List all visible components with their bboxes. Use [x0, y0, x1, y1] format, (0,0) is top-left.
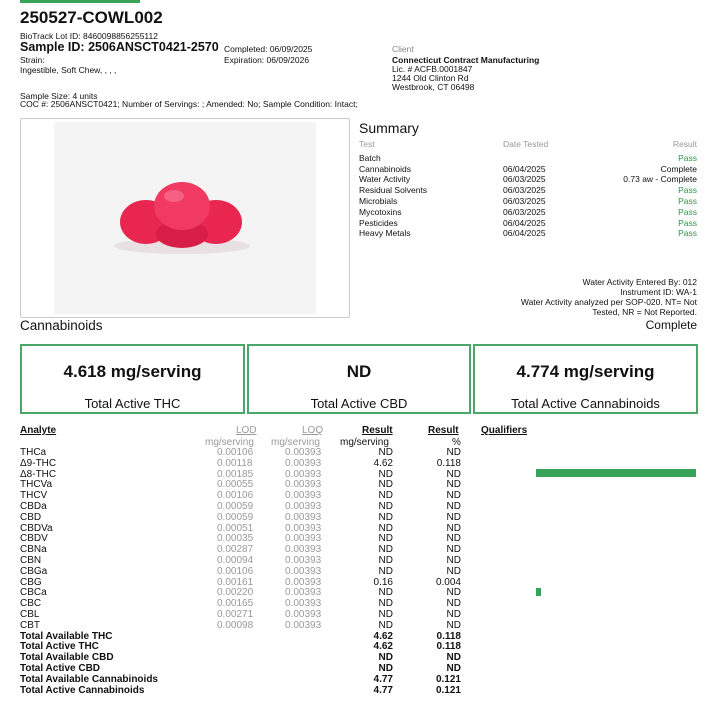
summary-table [359, 139, 697, 239]
client-license: Lic. # ACFB.0001847 [392, 64, 473, 74]
col-header-result-pct: Result [428, 425, 459, 436]
analyte-name: CBGa [20, 565, 48, 577]
summary-date: 06/04/2025 [503, 163, 546, 174]
analyte-name: THCV [20, 490, 48, 502]
analyte-name: CBDa [20, 500, 47, 512]
summary-date: 06/03/2025 [503, 206, 546, 217]
unit-lod: mg/serving [205, 437, 254, 448]
analyte-loq: 0.00393 [285, 500, 322, 512]
summary-header-result: Result [672, 139, 697, 149]
summary-title: Summary [359, 120, 419, 136]
analyte-loq: 0.00393 [285, 598, 322, 610]
analyte-result-mg: ND [378, 619, 393, 631]
summary-result: 0.73 aw - Complete [623, 174, 697, 185]
summary-test: Mycotoxins [359, 206, 402, 217]
water-activity-notes [521, 277, 697, 317]
analyte-result-mg: ND [378, 479, 393, 491]
client-address-1: 1244 Old Clinton Rd [392, 73, 469, 83]
total-thc-box [20, 344, 245, 414]
total-result-mg: ND [378, 662, 393, 674]
col-header-result-mg: Result [362, 425, 393, 436]
analyte-result-pct: ND [446, 511, 461, 523]
qualifier-bar [536, 588, 541, 596]
note-line: Instrument ID: WA-1 [620, 287, 697, 297]
client-address-2: Westbrook, CT 06498 [392, 82, 475, 92]
total-result-pct: ND [446, 662, 461, 674]
qualifier-bar [536, 469, 696, 477]
analyte-lod: 0.00094 [217, 554, 254, 566]
summary-result: Pass [678, 217, 697, 228]
summary-row [359, 185, 697, 196]
col-header-lod: LOD [236, 425, 257, 436]
analyte-result-mg: ND [378, 565, 393, 577]
analyte-lod: 0.00035 [217, 533, 254, 545]
analyte-loq: 0.00393 [285, 576, 322, 588]
analyte-lod: 0.00106 [217, 490, 254, 502]
biotrack-lot: BioTrack Lot ID: 8460098856255112 [20, 31, 158, 41]
summary-test: Residual Solvents [359, 185, 428, 196]
analyte-result-mg: ND [378, 554, 393, 566]
analyte-result-pct: ND [446, 522, 461, 534]
analyte-loq: 0.00393 [285, 619, 322, 631]
analyte-loq: 0.00393 [285, 522, 322, 534]
completed-date: Completed: 06/09/2025 [224, 44, 313, 54]
analyte-loq: 0.00393 [285, 544, 322, 556]
section-status: Complete [645, 318, 697, 332]
col-header-loq: LOQ [302, 425, 324, 436]
section-title: Cannabinoids [20, 318, 103, 333]
summary-result: Pass [678, 195, 697, 206]
gummy-image [54, 122, 316, 314]
total-name: Total Active CBD [20, 662, 101, 674]
summary-row [359, 174, 697, 185]
summary-result: Pass [678, 185, 697, 196]
analyte-lod: 0.00185 [217, 468, 254, 480]
note-line: Tested, NR = Not Reported. [592, 307, 697, 317]
analyte-lod: 0.00051 [217, 522, 254, 534]
lod-column [217, 448, 253, 632]
note-line: Water Activity Entered By: 012 [582, 277, 697, 287]
summary-row [359, 196, 697, 207]
analyte-name: CBG [20, 576, 42, 588]
analyte-name: CBNa [20, 544, 47, 556]
summary-date [503, 153, 603, 164]
analyte-result-pct: ND [446, 468, 461, 480]
analyte-result-mg: ND [378, 522, 393, 534]
unit-loq: mg/serving [271, 437, 320, 448]
analyte-result-mg: ND [378, 468, 393, 480]
analyte-result-pct: ND [446, 619, 461, 631]
analyte-loq: 0.00393 [285, 554, 322, 566]
analyte-lod: 0.00161 [217, 576, 254, 588]
analyte-lod: 0.00055 [217, 479, 254, 491]
summary-date: 06/03/2025 [503, 174, 546, 185]
total-name: Total Available CBD [20, 652, 114, 664]
total-result-mg: ND [378, 652, 393, 664]
summary-date: 06/04/2025 [503, 217, 546, 228]
analyte-loq: 0.00393 [285, 533, 322, 545]
summary-test: Pesticides [359, 217, 398, 228]
analyte-lod: 0.00271 [217, 608, 254, 620]
analyte-loq: 0.00393 [285, 587, 322, 599]
summary-test: Heavy Metals [359, 228, 411, 239]
total-result-mg: 4.77 [373, 684, 393, 696]
summary-result: Pass [678, 228, 697, 239]
analyte-result-mg: ND [378, 587, 393, 599]
summary-row [359, 153, 697, 164]
analyte-lod: 0.00165 [217, 598, 254, 610]
analyte-loq: 0.00393 [285, 608, 322, 620]
summary-row [359, 207, 697, 218]
analyte-name: CBT [20, 619, 40, 631]
analyte-result-mg: ND [378, 533, 393, 545]
analyte-result-mg: ND [378, 500, 393, 512]
client-label: Client [392, 44, 414, 54]
analyte-loq: 0.00393 [285, 468, 322, 480]
summary-test: Water Activity [359, 174, 411, 185]
analyte-name: CBL [20, 608, 40, 620]
analyte-result-pct: ND [446, 500, 461, 512]
analyte-name: CBDV [20, 533, 48, 545]
summary-result: Complete [660, 163, 697, 174]
analyte-lod: 0.00287 [217, 544, 254, 556]
report-title: 250527-COWL002 [20, 8, 163, 27]
analyte-name: CBN [20, 554, 42, 566]
analyte-result-pct: ND [446, 587, 461, 599]
analyte-column [20, 448, 158, 696]
result-pct-column [400, 448, 461, 696]
analyte-result-mg: ND [378, 608, 393, 620]
analyte-lod: 0.00106 [217, 447, 254, 458]
summary-row [359, 218, 697, 229]
total-result-pct: 0.118 [436, 641, 461, 653]
analyte-name: THCa [20, 447, 47, 458]
col-header-analyte: Analyte [20, 425, 57, 436]
analyte-result-pct: ND [446, 490, 461, 502]
analyte-result-mg: 4.62 [373, 457, 393, 469]
analyte-name: CBCa [20, 587, 47, 599]
total-result-mg: 4.62 [373, 630, 393, 642]
summary-test: Cannabinoids [359, 163, 411, 174]
product-photo-frame [20, 118, 350, 318]
sample-size: Sample Size: 4 units [20, 91, 98, 101]
analyte-name: CBD [20, 511, 42, 523]
sample-id: Sample ID: 2506ANSCT0421-2570 [20, 40, 219, 54]
analyte-result-pct: 0.118 [436, 457, 461, 469]
total-name: Total Active THC [20, 641, 99, 653]
analyte-result-pct: ND [446, 447, 461, 458]
analyte-result-pct: ND [446, 598, 461, 610]
analyte-result-mg: ND [378, 490, 393, 502]
col-header-qualifiers: Qualifiers [481, 425, 528, 436]
analyte-loq: 0.00393 [285, 511, 322, 523]
total-cannabinoids-box [473, 344, 698, 414]
analyte-loq: 0.00393 [285, 457, 322, 469]
box-value: 4.774 mg/serving [516, 362, 655, 381]
analyte-lod: 0.00118 [217, 457, 253, 469]
total-cbd-box [247, 344, 471, 414]
total-result-pct: ND [446, 652, 461, 664]
qualifiers-area [536, 448, 698, 708]
summary-date: 06/03/2025 [503, 195, 546, 206]
total-result-pct: 0.121 [435, 684, 461, 696]
box-label: Total Active Cannabinoids [511, 396, 660, 411]
analyte-lod: 0.00098 [217, 619, 254, 631]
analyte-result-mg: ND [378, 598, 393, 610]
analyte-lod: 0.00059 [217, 511, 254, 523]
matrix: Ingestible, Soft Chew, , , , [20, 65, 117, 75]
analyte-loq: 0.00393 [285, 447, 322, 458]
analyte-result-mg: ND [378, 511, 393, 523]
total-result-pct: 0.118 [436, 630, 461, 642]
analyte-result-pct: ND [446, 608, 461, 620]
analyte-lod: 0.00059 [217, 500, 254, 512]
result-mg-column [320, 448, 393, 696]
total-result-mg: 4.77 [373, 673, 393, 685]
box-value: 4.618 mg/serving [63, 362, 202, 381]
coc-line: COC #: 2506ANSCT0421; Number of Servings: ; Amended: No; Sample Condition: Intact; [20, 99, 358, 109]
analyte-lod: 0.00220 [217, 587, 254, 599]
analyte-name: THCVa [20, 479, 53, 491]
analyte-lod: 0.00106 [217, 565, 254, 577]
analyte-name: CBC [20, 598, 42, 610]
summary-date: 06/03/2025 [503, 185, 546, 196]
box-value: ND [346, 362, 372, 381]
product-photo [54, 122, 316, 314]
analyte-result-mg: 0.16 [373, 576, 393, 588]
box-label: Total Active THC [84, 396, 181, 411]
summary-test: Batch [359, 152, 381, 163]
analyte-loq: 0.00393 [285, 479, 322, 491]
summary-test: Microbials [359, 195, 398, 206]
summary-date: 06/04/2025 [503, 228, 546, 239]
summary-header-date: Date Tested [503, 139, 549, 149]
total-name: Total Available THC [20, 630, 113, 642]
analyte-name: Δ8-THC [20, 468, 57, 480]
summary-result: Pass [678, 152, 697, 163]
summary-result: Pass [678, 206, 697, 217]
total-name: Total Active Cannabinoids [20, 684, 145, 696]
loq-column [285, 448, 321, 632]
analyte-loq: 0.00393 [285, 490, 322, 502]
analyte-result-pct: 0.004 [435, 576, 461, 588]
analyte-name: Δ9-THC [20, 457, 57, 469]
summary-header-test: Test [359, 139, 375, 149]
total-name: Total Available Cannabinoids [20, 673, 158, 685]
analyte-result-mg: ND [378, 447, 393, 458]
analyte-result-mg: ND [378, 544, 393, 556]
summary-row [359, 164, 697, 175]
analyte-loq: 0.00393 [285, 565, 322, 577]
header-accent-bar [20, 0, 140, 3]
strain-label: Strain: [20, 55, 45, 65]
unit-result-mg: mg/serving [340, 437, 389, 448]
note-line: Water Activity analyzed per SOP-020. NT= Not [520, 297, 697, 307]
analyte-name: CBDVa [20, 522, 53, 534]
unit-result-pct: % [452, 437, 461, 448]
total-result-mg: 4.62 [373, 641, 393, 653]
expiration-date: Expiration: 06/09/2026 [224, 55, 310, 65]
total-result-pct: 0.121 [435, 673, 461, 685]
client-name: Connecticut Contract Manufacturing [392, 55, 540, 65]
summary-row [359, 228, 697, 239]
analyte-result-pct: ND [446, 554, 461, 566]
analyte-result-pct: ND [446, 533, 461, 545]
box-label: Total Active CBD [310, 396, 408, 411]
analyte-result-pct: ND [446, 565, 461, 577]
analyte-result-pct: ND [446, 544, 461, 556]
analyte-result-pct: ND [446, 479, 461, 491]
